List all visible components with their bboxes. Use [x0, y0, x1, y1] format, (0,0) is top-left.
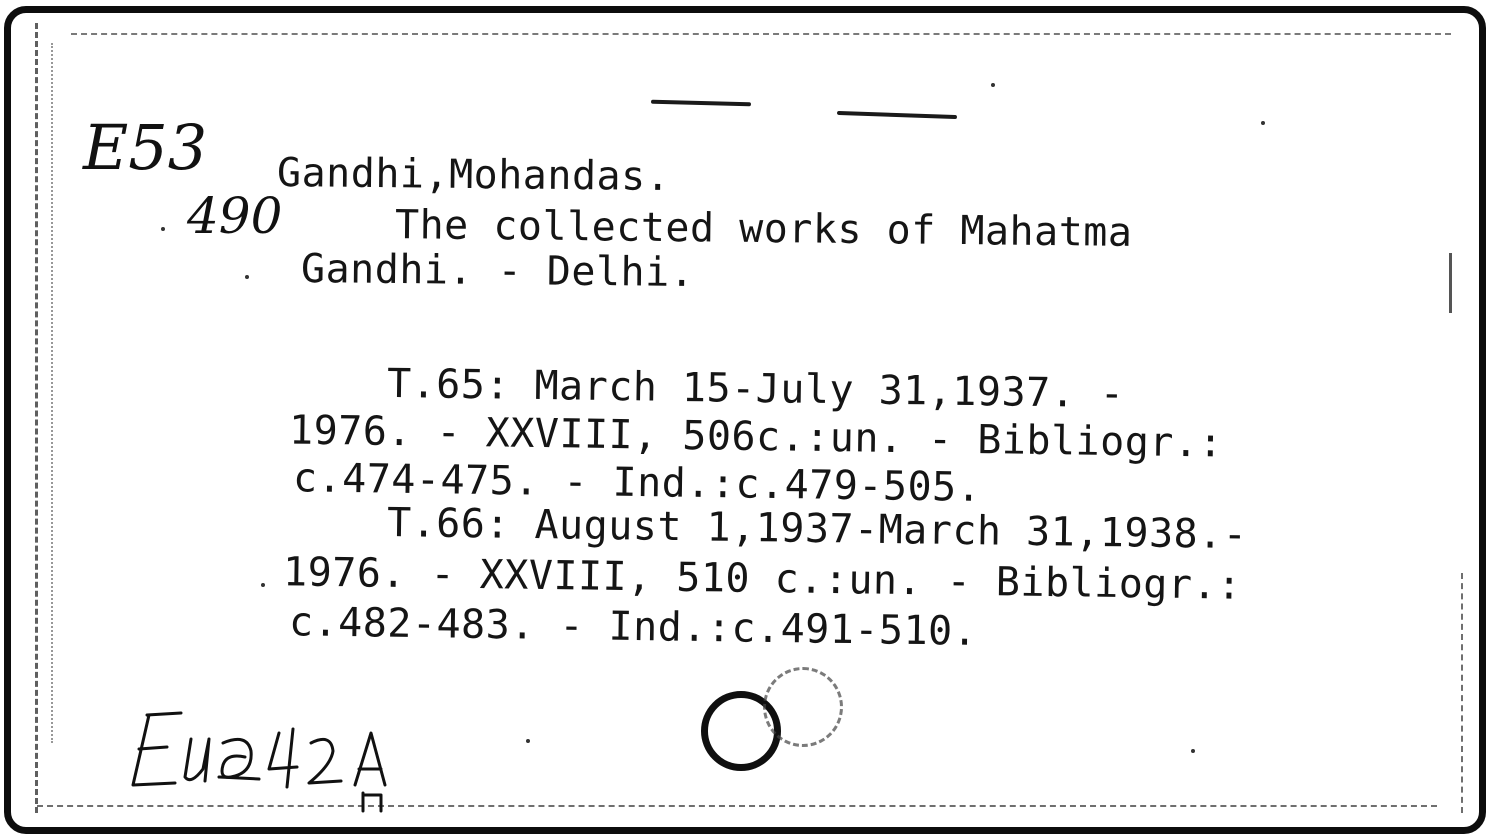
volume-65-line-2: 1976. - XXVIII, 506c.:un. - Bibliogr.: — [288, 407, 1224, 467]
inventory-number-handwriting — [119, 703, 439, 823]
volume-66-line-1: T.66: August 1,1937-March 31,1938.- — [386, 499, 1248, 559]
top-rule-left — [651, 100, 751, 107]
volume-65-line-3: c.474-475. - Ind.:c.479-505. — [292, 455, 982, 511]
ink-speck — [1191, 749, 1195, 753]
left-edge-dashes — [35, 23, 41, 813]
author-heading: Gandhi,Mohandas. — [276, 149, 671, 201]
punch-hole-shadow — [763, 667, 843, 747]
left-edge-dots — [51, 43, 55, 743]
catalog-card — [4, 6, 1486, 834]
ink-speck — [991, 83, 995, 87]
top-rule-right — [837, 111, 957, 119]
right-edge-dashes — [1461, 573, 1465, 813]
call-number-line1: E53 — [83, 111, 208, 184]
volume-66-line-3: c.482-483. - Ind.:c.491-510. — [288, 599, 978, 655]
title-line-1: The collected works of Mahatma — [394, 202, 1133, 256]
call-number-line2: 490 — [187, 187, 283, 245]
right-edge-mark — [1449, 253, 1452, 313]
ink-speck — [261, 583, 265, 587]
top-edge-dashes — [71, 33, 1451, 37]
title-line-2: Gandhi. - Delhi. — [300, 245, 695, 297]
ink-speck — [526, 739, 530, 743]
volume-66-line-2: 1976. - XXVIII, 510 c.:un. - Bibliogr.: — [282, 549, 1242, 609]
ink-speck — [161, 227, 165, 231]
ink-speck — [245, 275, 249, 279]
ink-speck — [1261, 121, 1265, 125]
volume-65-line-1: T.65: March 15-July 31,1937. - — [386, 360, 1125, 418]
